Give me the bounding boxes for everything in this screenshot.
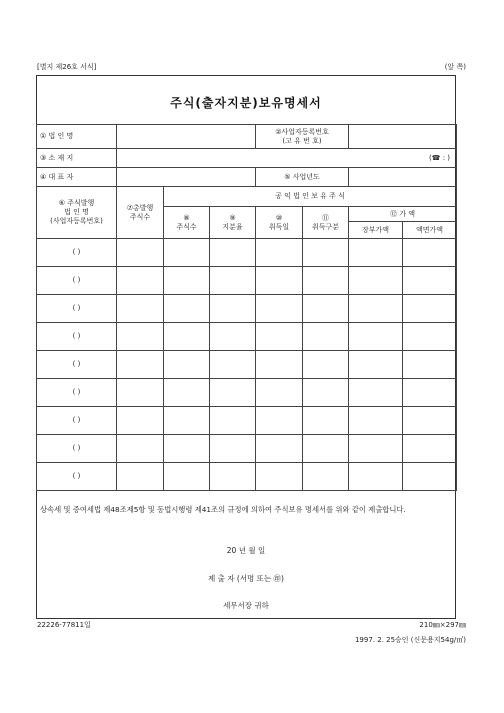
ratio-header — [210, 207, 256, 239]
issuer-header — [37, 187, 117, 239]
table-row — [37, 267, 457, 295]
rep-label: ④ 대 표 자 — [37, 168, 117, 187]
statement-text: 상속세 및 증여세법 제48조제5항 및 동법시행령 제41조의 규정에 의하여 주식보유 명세서를 위와 같이 제출합니다. — [40, 505, 406, 514]
paper-size: 210㎜×297㎜ — [419, 621, 466, 629]
corp-name-field[interactable] — [117, 125, 256, 149]
biz-year-label: ⑤ 사업년도 — [256, 168, 349, 187]
reg-no-field[interactable] — [349, 125, 457, 149]
acq-type-header — [303, 207, 349, 239]
ratio-header-num: ⑨ — [229, 213, 236, 222]
biz-year-field[interactable] — [349, 168, 457, 187]
shares-header — [164, 207, 210, 239]
issuer-cell[interactable]: ( ) — [37, 267, 117, 295]
address-label: ③ 소 재 지 — [37, 149, 117, 168]
reg-no-label-line2: (고 유 번 호) — [282, 136, 322, 145]
form-number: [별지 제26호 서식] — [37, 63, 97, 71]
submission-date: 20 년 월 일 — [226, 546, 266, 555]
acq-type-header-label: 취득구분 — [311, 222, 340, 231]
table-row — [37, 295, 457, 323]
table-row — [37, 463, 457, 491]
acq-date-header-num: ⑩ — [275, 213, 283, 222]
holdings-group-header: 공 익 법 인 보 유 주 식 — [164, 187, 457, 207]
total-shares-line1: ⑦총발행 — [126, 203, 154, 212]
issuer-cell[interactable]: ( ) — [37, 239, 117, 267]
book-value-header: 장부가액 — [349, 222, 403, 239]
issuer-cell[interactable]: ( ) — [37, 435, 117, 463]
rep-field[interactable] — [117, 168, 256, 187]
shares-header-label: 주식수 — [176, 222, 197, 231]
addressee: 세무서장 귀하 — [223, 601, 269, 610]
issuer-cell[interactable]: ( ) — [37, 351, 117, 379]
acq-date-header-label: 취득일 — [268, 222, 290, 231]
issuer-cell[interactable]: ( ) — [37, 379, 117, 407]
holdings-form-table — [36, 124, 457, 491]
reg-no-label-line1: ②사업자등록번호 — [275, 127, 329, 136]
reg-no-label — [256, 125, 349, 149]
page-side-label: (앞 쪽) — [444, 63, 466, 71]
phone-label: (☎ : ) — [429, 153, 451, 162]
shares-header-num: ⑧ — [183, 213, 190, 222]
table-row — [37, 323, 457, 351]
ratio-header-label: 지분율 — [222, 222, 243, 231]
issuer-header-line2: 법 인 명 — [64, 208, 89, 217]
issuer-cell[interactable]: ( ) — [37, 463, 117, 491]
address-field[interactable] — [117, 149, 457, 168]
form-title: 주식(출자지분)보유명세서 — [170, 96, 322, 110]
table-row — [37, 351, 457, 379]
issuer-cell[interactable]: ( ) — [37, 295, 117, 323]
issuer-cell[interactable]: ( ) — [37, 407, 117, 435]
corp-name-label: ① 법 인 명 — [37, 125, 117, 149]
value-header: ⑫ 가 액 — [349, 207, 457, 222]
acq-type-header-num: ⑪ — [322, 213, 330, 222]
issuer-header-line3: (사업자등록번호) — [50, 216, 103, 225]
table-row — [37, 379, 457, 407]
approval-note: 1997. 2. 25승인 (신문용지54g/㎡) — [354, 636, 466, 644]
form-code: 22226-77811일 — [37, 621, 91, 629]
table-row — [37, 435, 457, 463]
issuer-header-line1: ⑥ 주식발행 — [58, 199, 95, 208]
acq-date-header — [256, 207, 303, 239]
face-value-header: 액면가액 — [403, 222, 457, 239]
submitter-line: 제 출 자 (서명 또는 ㊞) — [208, 574, 284, 583]
total-shares-header — [117, 187, 164, 239]
total-shares-line2: 주식수 — [129, 212, 151, 221]
table-row — [37, 239, 457, 267]
table-row — [37, 407, 457, 435]
issuer-cell[interactable]: ( ) — [37, 323, 117, 351]
